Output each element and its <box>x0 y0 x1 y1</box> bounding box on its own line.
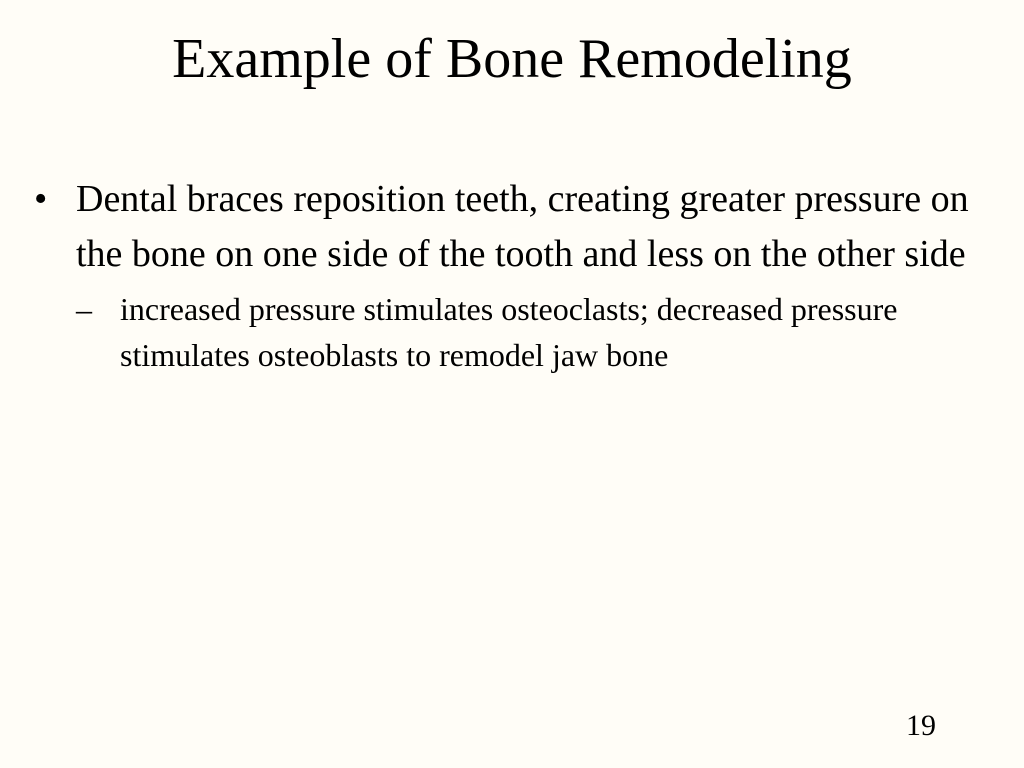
sub-bullet-text: increased pressure stimulates osteoclasts; decreased pressure stimulates osteoblasts to remodel jaw bone <box>120 291 898 373</box>
slide-title: Example of Bone Remodeling <box>172 28 852 90</box>
bullet-list <box>32 172 992 378</box>
sub-bullet-marker: – <box>76 291 92 327</box>
page-number: 19 <box>906 709 936 742</box>
sub-bullet-item <box>76 286 992 378</box>
bullet-text: Dental braces reposition teeth, creating greater pressure on the bone on one side of the tooth and less on the other side <box>76 178 969 275</box>
bullet-marker: • <box>34 178 48 220</box>
sub-bullet-list <box>76 286 992 378</box>
bullet-item <box>32 172 992 378</box>
